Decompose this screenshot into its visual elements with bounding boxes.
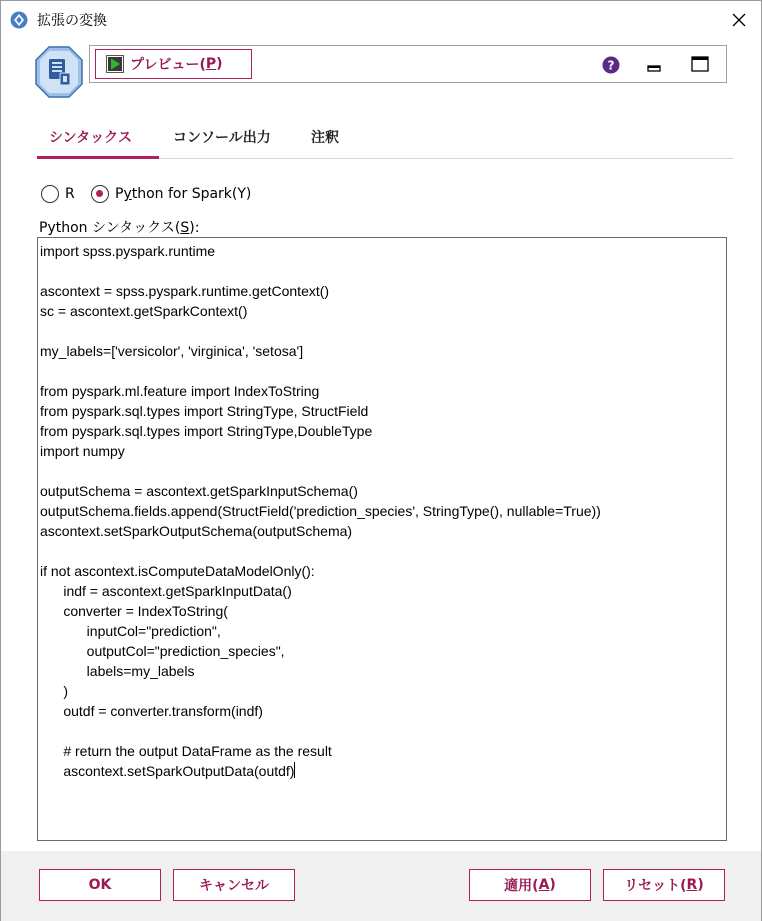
close-button[interactable] <box>717 1 761 39</box>
reset-label-prefix: リセット( <box>624 878 687 894</box>
code-line <box>40 541 726 561</box>
tab-syntax[interactable]: シンタックス <box>37 127 159 159</box>
code-line: indf = ascontext.getSparkInputData() <box>40 583 292 599</box>
code-line: from pyspark.ml.feature import IndexToString <box>40 383 320 399</box>
reset-button[interactable] <box>603 869 725 901</box>
tab-annotations[interactable]: 注釈 <box>311 130 339 146</box>
tab-bar <box>37 119 733 159</box>
syntax-label-mnemonic: S <box>180 220 190 236</box>
code-line <box>40 361 726 381</box>
radio-python-circle <box>91 185 109 203</box>
help-icon[interactable] <box>602 56 620 74</box>
ok-label: OK <box>88 877 112 893</box>
window-title: 拡張の変換 <box>37 13 107 29</box>
code-line: outdf = converter.transform(indf) <box>40 703 263 719</box>
code-line: labels=my_labels <box>40 663 195 679</box>
code-line: inputCol="prediction", <box>40 623 221 639</box>
minimize-icon[interactable] <box>646 56 662 74</box>
code-line: ) <box>40 683 68 699</box>
app-diamond-icon <box>10 11 28 29</box>
text-caret <box>294 762 295 778</box>
code-line: from pyspark.sql.types import StringType,DoubleType <box>40 423 373 439</box>
code-line <box>40 321 726 341</box>
code-line: outputSchema.fields.append(StructField('prediction_species', StringType(), nullable=True)) <box>40 503 601 519</box>
title-bar <box>1 1 761 39</box>
preview-button[interactable] <box>95 49 252 79</box>
cancel-button[interactable] <box>173 869 295 901</box>
radio-python-for-spark[interactable] <box>91 185 251 203</box>
radio-r[interactable] <box>41 185 75 203</box>
cancel-label: キャンセル <box>199 878 269 894</box>
radio-python-label-suffix: thon for Spark(Y) <box>131 186 252 202</box>
play-icon <box>106 55 124 73</box>
code-line: # return the output DataFrame as the result <box>40 743 332 759</box>
code-line: ascontext.setSparkOutputData(outdf) <box>40 763 295 779</box>
radio-python-mnemonic: y <box>123 186 132 202</box>
radio-r-circle <box>41 185 59 203</box>
apply-button[interactable] <box>469 869 591 901</box>
syntax-label-suffix: ): <box>189 220 200 236</box>
apply-label-suffix: ) <box>549 877 556 893</box>
syntax-label-prefix: Python シンタックス( <box>39 220 181 236</box>
ok-button[interactable] <box>39 869 161 901</box>
code-line <box>40 721 726 741</box>
close-icon <box>732 13 746 27</box>
code-line: ascontext = spss.pyspark.runtime.getContext() <box>40 283 330 299</box>
tab-console-output[interactable]: コンソール出力 <box>173 130 271 146</box>
maximize-icon[interactable] <box>691 55 709 73</box>
svg-text:?: ? <box>607 58 615 73</box>
code-line: import spss.pyspark.runtime <box>40 243 216 259</box>
code-line: converter = IndexToString( <box>40 603 228 619</box>
radio-r-label: R <box>65 186 75 202</box>
toolbar <box>89 45 727 83</box>
button-bar <box>1 851 761 921</box>
preview-label: プレビュー( <box>130 57 206 73</box>
code-line <box>40 261 726 281</box>
code-line: sc = ascontext.getSparkContext() <box>40 303 248 319</box>
syntax-label <box>39 217 199 237</box>
preview-mnemonic: P <box>205 56 217 72</box>
code-line: import numpy <box>40 443 125 459</box>
radio-python-label-prefix: P <box>115 186 124 202</box>
python-syntax-editor[interactable] <box>37 237 727 841</box>
code-line: ascontext.setSparkOutputSchema(outputSchema) <box>40 523 353 539</box>
code-line <box>40 461 726 481</box>
reset-mnemonic: R <box>686 877 698 893</box>
code-line: if not ascontext.isComputeDataModelOnly(): <box>40 563 315 579</box>
code-line: from pyspark.sql.types import StringType, StructField <box>40 403 369 419</box>
apply-label-prefix: 適用( <box>504 878 539 894</box>
apply-mnemonic: A <box>538 877 550 893</box>
extension-node-icon <box>34 45 84 99</box>
reset-label-suffix: ) <box>697 877 704 893</box>
code-line: outputSchema = ascontext.getSparkInputSchema() <box>40 483 358 499</box>
preview-suffix: ) <box>216 56 223 72</box>
code-line: outputCol="prediction_species", <box>40 643 285 659</box>
code-line: my_labels=['versicolor', 'virginica', 'setosa'] <box>40 343 304 359</box>
